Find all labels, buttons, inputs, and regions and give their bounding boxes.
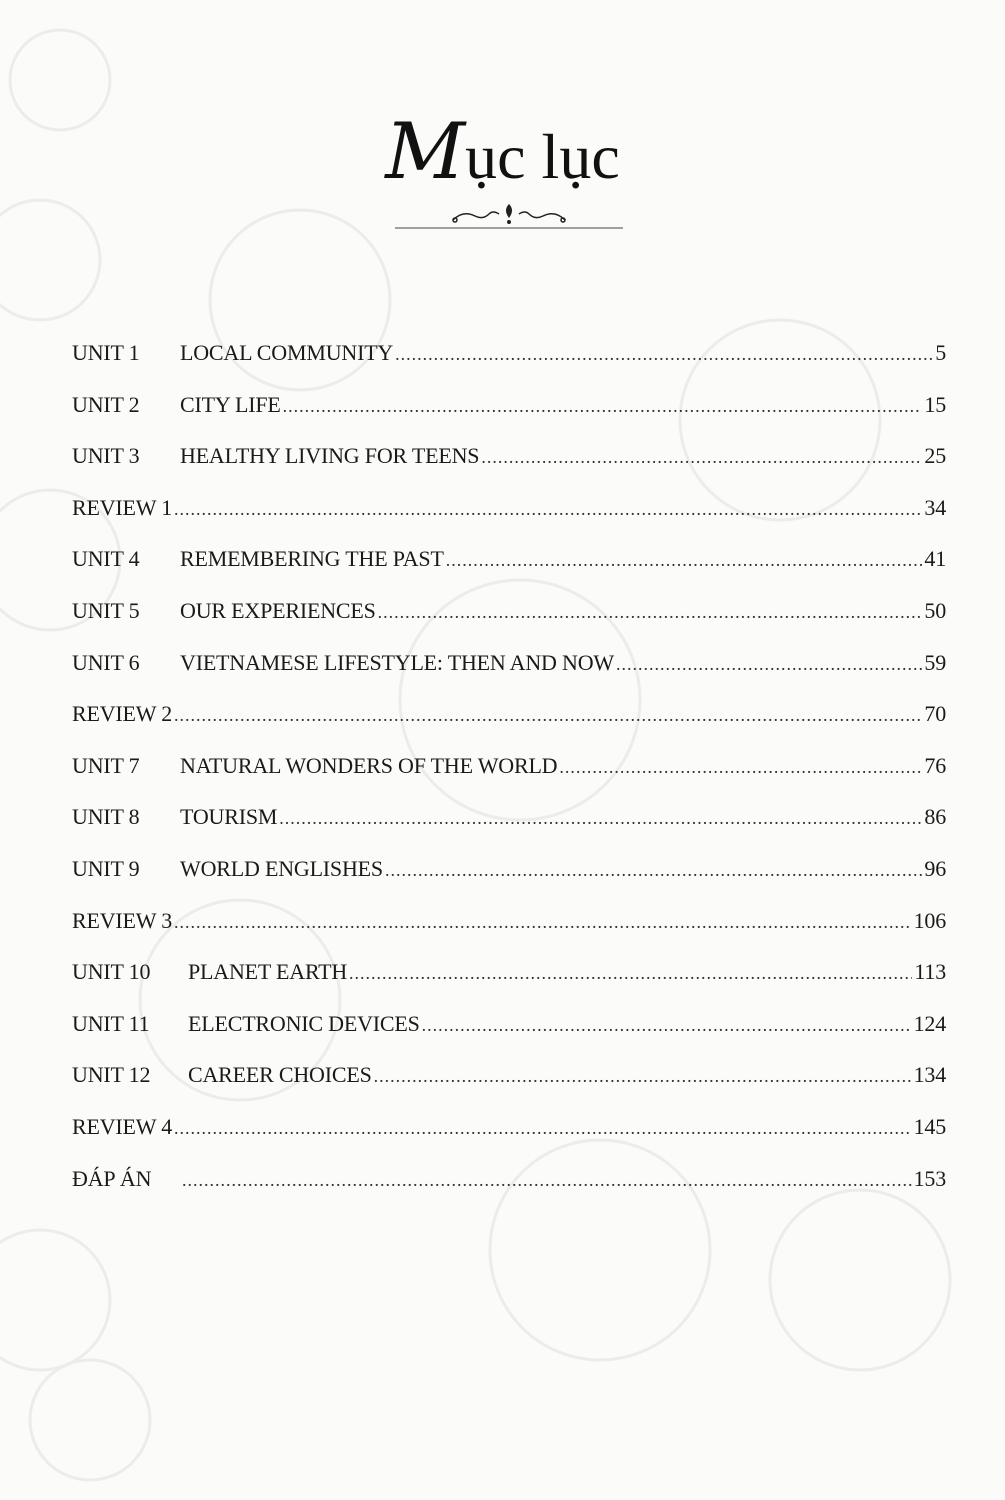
dot-leader [174, 701, 922, 727]
toc-entry-title: OUR EXPERIENCES [180, 597, 376, 623]
toc-entry-title: CAREER CHOICES [188, 1062, 372, 1088]
toc-entry-label: UNIT 5 [72, 597, 140, 623]
dot-leader [182, 1166, 912, 1192]
toc-entry-title: NATURAL WONDERS OF THE WORLD [180, 752, 558, 778]
toc-entry-label: UNIT 4 [72, 546, 140, 572]
toc-entry[interactable] [72, 598, 946, 650]
toc-entry[interactable] [72, 1166, 946, 1218]
table-of-contents [72, 340, 946, 1217]
dot-leader [349, 959, 912, 985]
dot-leader [481, 443, 922, 469]
toc-entry-label: UNIT 9 [72, 855, 140, 881]
toc-entry[interactable] [72, 1114, 946, 1166]
toc-entry[interactable] [72, 650, 946, 702]
dot-leader [378, 598, 923, 624]
toc-entry-label: REVIEW 1 [72, 494, 173, 520]
title-rest: ục lục [465, 121, 620, 192]
toc-entry-label: UNIT 11 [72, 1010, 150, 1036]
toc-entry-label: UNIT 3 [72, 443, 140, 469]
toc-entry-page: 25 [924, 443, 946, 469]
toc-entry-page: 34 [924, 494, 946, 520]
dot-leader [446, 546, 923, 572]
toc-entry-title: TOURISM [180, 804, 278, 830]
toc-entry-page: 50 [924, 597, 946, 623]
toc-entry[interactable] [72, 1062, 946, 1114]
toc-entry-label: UNIT 6 [72, 649, 140, 675]
toc-entry-page: 70 [924, 701, 946, 727]
toc-entry-label: UNIT 1 [72, 340, 140, 365]
toc-entry-title: WORLD ENGLISHES [180, 855, 383, 881]
dot-leader [174, 908, 912, 934]
toc-entry-page: 96 [924, 855, 946, 881]
toc-entry[interactable] [72, 392, 946, 444]
dot-leader [279, 804, 922, 830]
page-title [0, 107, 1005, 197]
toc-entry-title: VIETNAMESE LIFESTYLE: THEN AND NOW [180, 649, 614, 675]
toc-entry-label: UNIT 2 [72, 391, 140, 417]
toc-entry-title: PLANET EARTH [188, 959, 348, 985]
toc-entry[interactable] [72, 753, 946, 805]
toc-entry[interactable] [72, 340, 946, 392]
dot-leader [283, 392, 923, 418]
toc-entry-page: 124 [913, 1010, 946, 1036]
toc-entry[interactable] [72, 701, 946, 753]
toc-entry-label: ĐÁP ÁN [72, 1165, 152, 1191]
toc-entry[interactable] [72, 1011, 946, 1063]
toc-entry-page: 113 [914, 959, 946, 985]
toc-entry-page: 59 [924, 649, 946, 675]
dot-leader [395, 340, 933, 366]
toc-entry[interactable] [72, 443, 946, 495]
toc-entry[interactable] [72, 908, 946, 960]
dot-leader [559, 753, 922, 779]
toc-entry-label: REVIEW 2 [72, 701, 173, 727]
toc-entry[interactable] [72, 959, 946, 1011]
toc-entry-label: UNIT 10 [72, 959, 151, 985]
toc-entry-label: UNIT 12 [72, 1062, 151, 1088]
toc-entry-page: 86 [924, 804, 946, 830]
toc-entry-title: CITY LIFE [180, 391, 281, 417]
toc-entry-title: HEALTHY LIVING FOR TEENS [180, 443, 480, 469]
toc-entry-page: 5 [935, 340, 946, 365]
ornament-divider-icon [395, 200, 623, 230]
toc-entry-label: UNIT 7 [72, 752, 140, 778]
toc-entry-label: REVIEW 3 [72, 907, 173, 933]
toc-entry-page: 145 [913, 1113, 946, 1139]
toc-entry[interactable] [72, 495, 946, 547]
toc-entry-title: LOCAL COMMUNITY [180, 340, 394, 365]
dot-leader [422, 1011, 912, 1037]
toc-entry[interactable] [72, 546, 946, 598]
toc-entry-title: ELECTRONIC DEVICES [188, 1010, 420, 1036]
toc-entry-page: 106 [913, 907, 946, 933]
dot-leader [616, 650, 922, 676]
toc-entry-page: 134 [913, 1062, 946, 1088]
toc-entry-label: REVIEW 4 [72, 1113, 173, 1139]
dot-leader [174, 1114, 912, 1140]
dot-leader [385, 856, 922, 882]
toc-entry[interactable] [72, 804, 946, 856]
toc-entry-page: 76 [924, 752, 946, 778]
toc-entry-page: 15 [924, 391, 946, 417]
dot-leader [374, 1062, 912, 1088]
toc-entry-title: REMEMBERING THE PAST [180, 546, 444, 572]
title-initial: M [385, 107, 466, 197]
toc-entry-label: UNIT 8 [72, 804, 140, 830]
dot-leader [174, 495, 922, 521]
toc-entry[interactable] [72, 856, 946, 908]
toc-entry-page: 41 [924, 546, 946, 572]
toc-entry-page: 153 [913, 1165, 946, 1191]
